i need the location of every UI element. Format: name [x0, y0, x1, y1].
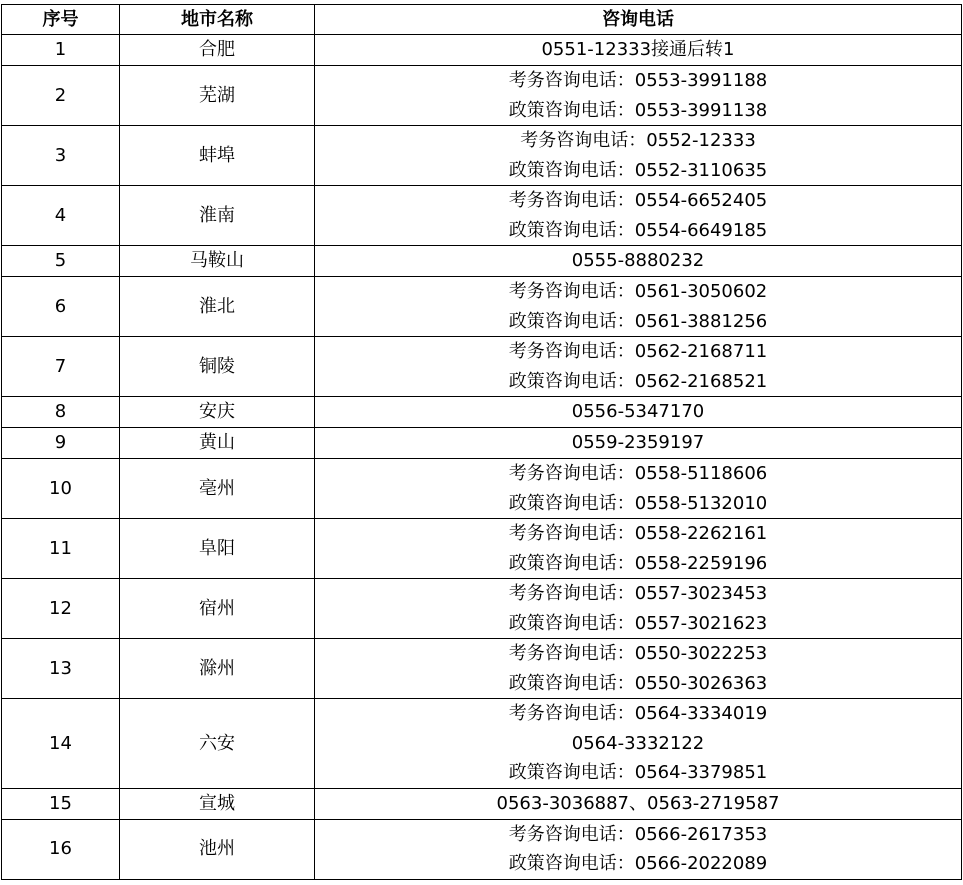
- row-phones: [315, 277, 962, 337]
- phone-line: 政策咨询电话：0557-3021623: [508, 612, 768, 634]
- table-row: [2, 459, 962, 519]
- table-row: [2, 186, 962, 246]
- table-row: [2, 397, 962, 428]
- phone-line: 考务咨询电话：0554-6652405: [508, 190, 768, 211]
- row-index: 11: [2, 519, 120, 579]
- phone-line: 政策咨询电话：0552-3110635: [508, 159, 768, 181]
- phone-line: 0564-3332122: [571, 732, 705, 754]
- table-row: [2, 428, 962, 459]
- row-city: 芜湖: [120, 66, 315, 126]
- phone-line: 0556-5347170: [571, 401, 705, 423]
- table-body: [2, 35, 962, 880]
- row-city: 马鞍山: [120, 246, 315, 277]
- phone-line: 政策咨询电话：0554-6649185: [508, 219, 768, 241]
- row-phones: [315, 788, 962, 819]
- row-index: 8: [2, 397, 120, 428]
- row-phones: [315, 66, 962, 126]
- phone-line: 政策咨询电话：0558-2259196: [508, 552, 768, 574]
- row-city: 宿州: [120, 579, 315, 639]
- row-index: 12: [2, 579, 120, 639]
- row-index: 1: [2, 35, 120, 66]
- phone-line: 政策咨询电话：0553-3991138: [508, 99, 768, 121]
- row-index: 10: [2, 459, 120, 519]
- row-index: 2: [2, 66, 120, 126]
- phone-line: 政策咨询电话：0566-2022089: [508, 853, 768, 874]
- row-city: 蚌埠: [120, 126, 315, 186]
- phone-line: 考务咨询电话：0564-3334019: [508, 703, 768, 724]
- phone-line: 0563-3036887、0563-2719587: [496, 792, 780, 814]
- row-city: 亳州: [120, 459, 315, 519]
- phone-line: 考务咨询电话：0566-2617353: [508, 823, 768, 845]
- row-index: 14: [2, 699, 120, 789]
- phone-line: 政策咨询电话：0564-3379851: [508, 762, 768, 783]
- row-phones: [315, 639, 962, 699]
- phone-line: 考务咨询电话：0550-3022253: [508, 643, 768, 664]
- row-phones: [315, 35, 962, 66]
- row-index: 5: [2, 246, 120, 277]
- row-index: 3: [2, 126, 120, 186]
- row-phones: [315, 459, 962, 519]
- phone-line: 考务咨询电话：0553-3991188: [508, 70, 768, 91]
- phone-line: 政策咨询电话：0550-3026363: [508, 672, 768, 694]
- row-index: 13: [2, 639, 120, 699]
- row-city: 合肥: [120, 35, 315, 66]
- header-index: 序号: [2, 5, 120, 35]
- table-row: [2, 788, 962, 819]
- phone-line: 政策咨询电话：0562-2168521: [508, 370, 768, 392]
- row-city: 淮北: [120, 277, 315, 337]
- row-city: 黄山: [120, 428, 315, 459]
- table-row: [2, 126, 962, 186]
- row-phones: [315, 246, 962, 277]
- table-row: [2, 699, 962, 789]
- row-city: 淮南: [120, 186, 315, 246]
- row-phones: [315, 428, 962, 459]
- row-phones: [315, 186, 962, 246]
- phone-line: 政策咨询电话：0558-5132010: [508, 492, 768, 514]
- header-phone: 咨询电话: [315, 5, 962, 35]
- row-city: 宣城: [120, 788, 315, 819]
- row-index: 16: [2, 819, 120, 879]
- table-row: [2, 819, 962, 879]
- header-row: [2, 5, 962, 35]
- phone-line: 考务咨询电话：0561-3050602: [508, 281, 768, 302]
- phone-line: 考务咨询电话：0557-3023453: [508, 583, 768, 604]
- row-index: 15: [2, 788, 120, 819]
- row-phones: [315, 397, 962, 428]
- phone-line: 0559-2359197: [571, 432, 705, 454]
- row-phones: [315, 579, 962, 639]
- row-phones: [315, 519, 962, 579]
- table-row: [2, 519, 962, 579]
- phone-line: 政策咨询电话：0561-3881256: [508, 310, 768, 332]
- row-city: 安庆: [120, 397, 315, 428]
- row-index: 4: [2, 186, 120, 246]
- row-index: 6: [2, 277, 120, 337]
- table-row: [2, 66, 962, 126]
- row-city: 六安: [120, 699, 315, 789]
- row-index: 9: [2, 428, 120, 459]
- phone-line: 0555-8880232: [571, 250, 705, 272]
- table-row: [2, 639, 962, 699]
- row-phones: [315, 337, 962, 397]
- table-row: [2, 35, 962, 66]
- row-city: 滁州: [120, 639, 315, 699]
- row-phones: [315, 126, 962, 186]
- row-index: 7: [2, 337, 120, 397]
- table-row: [2, 579, 962, 639]
- phone-line: 考务咨询电话：0558-2262161: [508, 523, 768, 544]
- row-city: 铜陵: [120, 337, 315, 397]
- contact-table: [1, 4, 962, 880]
- phone-line: 考务咨询电话：0552-12333: [520, 130, 756, 151]
- row-city: 阜阳: [120, 519, 315, 579]
- table-row: [2, 337, 962, 397]
- phone-line: 0551-12333接通后转1: [541, 39, 735, 61]
- phone-line: 考务咨询电话：0562-2168711: [508, 341, 768, 362]
- table-row: [2, 277, 962, 337]
- phone-line: 考务咨询电话：0558-5118606: [508, 463, 768, 484]
- row-phones: [315, 819, 962, 879]
- row-phones: [315, 699, 962, 789]
- header-city: 地市名称: [120, 5, 315, 35]
- table-row: [2, 246, 962, 277]
- row-city: 池州: [120, 819, 315, 879]
